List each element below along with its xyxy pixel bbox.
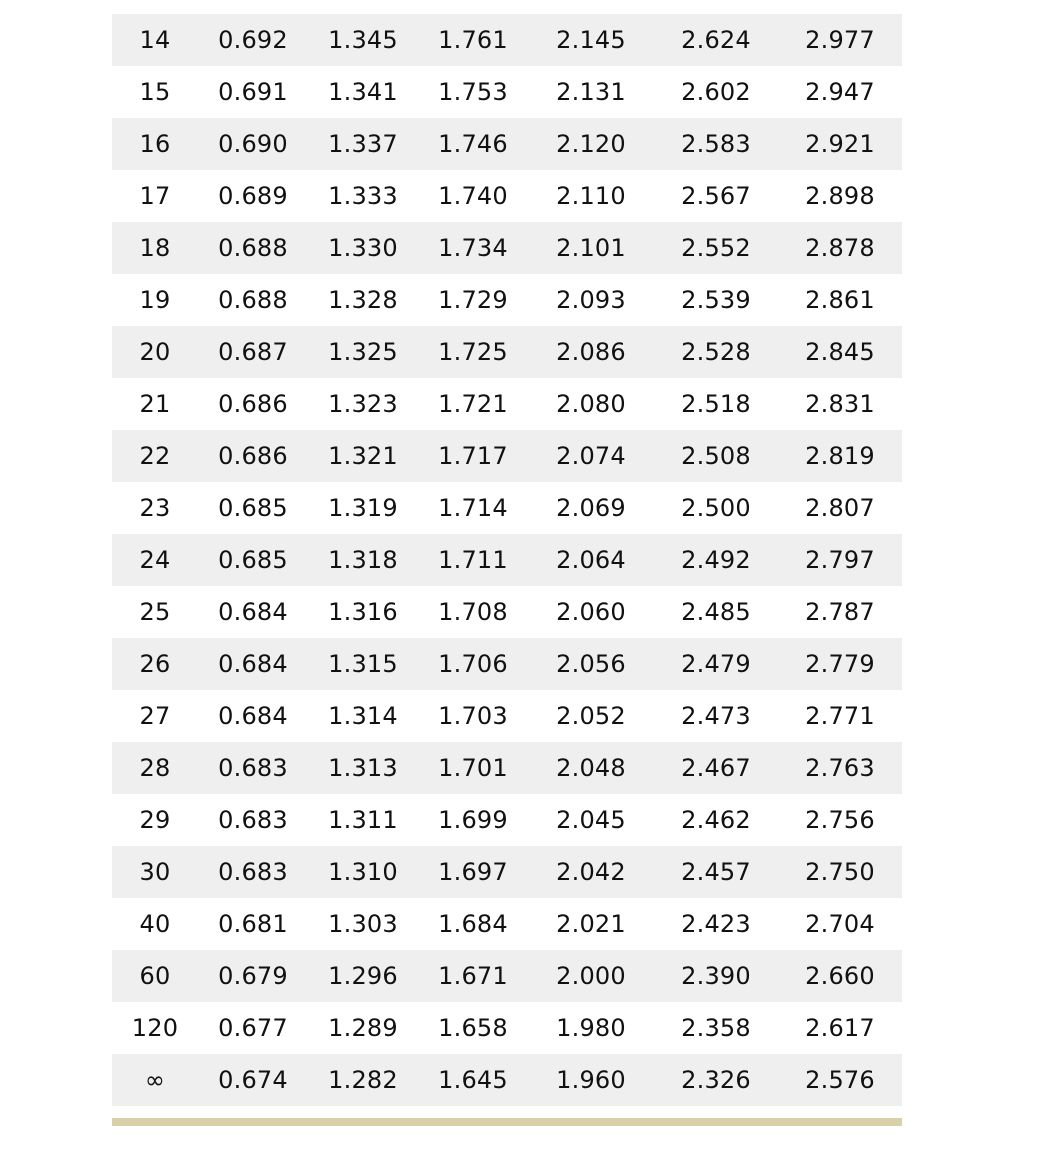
critical-value-cell: 2.797 [778,534,902,586]
critical-value-cell: 1.333 [308,170,418,222]
critical-value-cell: 2.567 [654,170,778,222]
critical-value-cell: 2.485 [654,586,778,638]
degrees-of-freedom-cell: 19 [112,274,198,326]
critical-value-cell: 0.681 [198,898,308,950]
critical-value-cell: 2.069 [528,482,654,534]
critical-value-cell: 1.645 [418,1054,528,1106]
critical-value-cell: 2.060 [528,586,654,638]
critical-value-cell: 1.721 [418,378,528,430]
critical-value-cell: 2.831 [778,378,902,430]
critical-value-cell: 1.282 [308,1054,418,1106]
critical-value-cell: 2.602 [654,66,778,118]
critical-value-cell: 2.704 [778,898,902,950]
t-distribution-table-container [112,14,902,1106]
critical-value-cell: 2.457 [654,846,778,898]
critical-value-cell: 2.779 [778,638,902,690]
degrees-of-freedom-cell: 17 [112,170,198,222]
critical-value-cell: 2.048 [528,742,654,794]
critical-value-cell: 2.000 [528,950,654,1002]
critical-value-cell: 1.316 [308,586,418,638]
critical-value-cell: 2.500 [654,482,778,534]
critical-value-cell: 2.617 [778,1002,902,1054]
table-row [112,14,902,66]
critical-value-cell: 2.508 [654,430,778,482]
critical-value-cell: 1.761 [418,14,528,66]
critical-value-cell: 2.045 [528,794,654,846]
critical-value-cell: 1.330 [308,222,418,274]
critical-value-cell: 1.313 [308,742,418,794]
critical-value-cell: 0.684 [198,586,308,638]
critical-value-cell: 2.423 [654,898,778,950]
critical-value-cell: 1.345 [308,14,418,66]
critical-value-cell: 2.898 [778,170,902,222]
critical-value-cell: 1.671 [418,950,528,1002]
degrees-of-freedom-cell: 28 [112,742,198,794]
critical-value-cell: 1.725 [418,326,528,378]
critical-value-cell: 1.325 [308,326,418,378]
degrees-of-freedom-cell: 18 [112,222,198,274]
critical-value-cell: 0.684 [198,638,308,690]
degrees-of-freedom-cell: ∞ [112,1054,198,1106]
critical-value-cell: 2.977 [778,14,902,66]
critical-value-cell: 2.576 [778,1054,902,1106]
critical-value-cell: 1.706 [418,638,528,690]
table-row [112,170,902,222]
critical-value-cell: 2.056 [528,638,654,690]
critical-value-cell: 2.326 [654,1054,778,1106]
critical-value-cell: 0.687 [198,326,308,378]
critical-value-cell: 2.787 [778,586,902,638]
critical-value-cell: 0.691 [198,66,308,118]
critical-value-cell: 2.093 [528,274,654,326]
critical-value-cell: 1.740 [418,170,528,222]
critical-value-cell: 2.145 [528,14,654,66]
critical-value-cell: 2.390 [654,950,778,1002]
critical-value-cell: 1.729 [418,274,528,326]
table-row [112,898,902,950]
critical-value-cell: 2.750 [778,846,902,898]
critical-value-cell: 2.539 [654,274,778,326]
critical-value-cell: 0.679 [198,950,308,1002]
critical-value-cell: 2.878 [778,222,902,274]
critical-value-cell: 0.686 [198,430,308,482]
critical-value-cell: 2.120 [528,118,654,170]
critical-value-cell: 0.685 [198,482,308,534]
critical-value-cell: 1.717 [418,430,528,482]
degrees-of-freedom-cell: 29 [112,794,198,846]
critical-value-cell: 1.314 [308,690,418,742]
critical-value-cell: 2.101 [528,222,654,274]
critical-value-cell: 2.807 [778,482,902,534]
critical-value-cell: 1.319 [308,482,418,534]
critical-value-cell: 2.763 [778,742,902,794]
critical-value-cell: 0.685 [198,534,308,586]
degrees-of-freedom-cell: 60 [112,950,198,1002]
critical-value-cell: 2.921 [778,118,902,170]
table-row [112,66,902,118]
critical-value-cell: 1.960 [528,1054,654,1106]
critical-value-cell: 0.690 [198,118,308,170]
critical-value-cell: 0.684 [198,690,308,742]
degrees-of-freedom-cell: 16 [112,118,198,170]
critical-value-cell: 1.328 [308,274,418,326]
critical-value-cell: 1.734 [418,222,528,274]
critical-value-cell: 2.467 [654,742,778,794]
critical-value-cell: 1.753 [418,66,528,118]
degrees-of-freedom-cell: 23 [112,482,198,534]
table-row [112,378,902,430]
critical-value-cell: 2.528 [654,326,778,378]
critical-value-cell: 0.683 [198,846,308,898]
critical-value-cell: 1.684 [418,898,528,950]
critical-value-cell: 2.074 [528,430,654,482]
table-row [112,794,902,846]
degrees-of-freedom-cell: 25 [112,586,198,638]
table-row [112,326,902,378]
critical-value-cell: 2.358 [654,1002,778,1054]
table-row [112,586,902,638]
critical-value-cell: 2.086 [528,326,654,378]
degrees-of-freedom-cell: 40 [112,898,198,950]
critical-value-cell: 1.289 [308,1002,418,1054]
degrees-of-freedom-cell: 26 [112,638,198,690]
critical-value-cell: 2.021 [528,898,654,950]
critical-value-cell: 2.080 [528,378,654,430]
table-row [112,222,902,274]
critical-value-cell: 2.052 [528,690,654,742]
critical-value-cell: 2.131 [528,66,654,118]
critical-value-cell: 2.756 [778,794,902,846]
critical-value-cell: 1.321 [308,430,418,482]
critical-value-cell: 1.697 [418,846,528,898]
degrees-of-freedom-cell: 30 [112,846,198,898]
table-row [112,690,902,742]
critical-value-cell: 2.110 [528,170,654,222]
critical-value-cell: 2.861 [778,274,902,326]
critical-value-cell: 0.688 [198,222,308,274]
critical-value-cell: 2.624 [654,14,778,66]
critical-value-cell: 0.688 [198,274,308,326]
table-row [112,742,902,794]
critical-value-cell: 2.552 [654,222,778,274]
critical-value-cell: 1.708 [418,586,528,638]
critical-value-cell: 2.518 [654,378,778,430]
degrees-of-freedom-cell: 21 [112,378,198,430]
critical-value-cell: 1.658 [418,1002,528,1054]
table-bottom-bar [112,1118,902,1126]
critical-value-cell: 1.703 [418,690,528,742]
degrees-of-freedom-cell: 15 [112,66,198,118]
degrees-of-freedom-cell: 24 [112,534,198,586]
critical-value-cell: 1.701 [418,742,528,794]
critical-value-cell: 1.323 [308,378,418,430]
critical-value-cell: 2.845 [778,326,902,378]
table-row [112,950,902,1002]
critical-value-cell: 2.947 [778,66,902,118]
degrees-of-freedom-cell: 20 [112,326,198,378]
critical-value-cell: 2.771 [778,690,902,742]
table-row [112,1054,902,1106]
table-row [112,274,902,326]
table-row [112,118,902,170]
critical-value-cell: 2.042 [528,846,654,898]
critical-value-cell: 1.315 [308,638,418,690]
critical-value-cell: 2.473 [654,690,778,742]
critical-value-cell: 1.980 [528,1002,654,1054]
table-row [112,846,902,898]
critical-value-cell: 1.746 [418,118,528,170]
critical-value-cell: 1.311 [308,794,418,846]
critical-value-cell: 1.318 [308,534,418,586]
critical-value-cell: 2.064 [528,534,654,586]
critical-value-cell: 2.819 [778,430,902,482]
degrees-of-freedom-cell: 27 [112,690,198,742]
critical-value-cell: 2.660 [778,950,902,1002]
degrees-of-freedom-cell: 14 [112,14,198,66]
critical-value-cell: 0.677 [198,1002,308,1054]
critical-value-cell: 1.699 [418,794,528,846]
critical-value-cell: 1.303 [308,898,418,950]
degrees-of-freedom-cell: 22 [112,430,198,482]
critical-value-cell: 1.341 [308,66,418,118]
critical-value-cell: 2.492 [654,534,778,586]
t-distribution-table [112,14,902,1106]
table-row [112,534,902,586]
critical-value-cell: 2.583 [654,118,778,170]
table-row [112,1002,902,1054]
table-body [112,14,902,1106]
degrees-of-freedom-cell: 120 [112,1002,198,1054]
critical-value-cell: 0.674 [198,1054,308,1106]
critical-value-cell: 1.711 [418,534,528,586]
table-row [112,482,902,534]
table-row [112,430,902,482]
critical-value-cell: 1.337 [308,118,418,170]
critical-value-cell: 1.296 [308,950,418,1002]
critical-value-cell: 1.310 [308,846,418,898]
table-row [112,638,902,690]
critical-value-cell: 2.479 [654,638,778,690]
critical-value-cell: 0.692 [198,14,308,66]
critical-value-cell: 0.686 [198,378,308,430]
critical-value-cell: 0.689 [198,170,308,222]
critical-value-cell: 0.683 [198,742,308,794]
critical-value-cell: 1.714 [418,482,528,534]
critical-value-cell: 2.462 [654,794,778,846]
critical-value-cell: 0.683 [198,794,308,846]
